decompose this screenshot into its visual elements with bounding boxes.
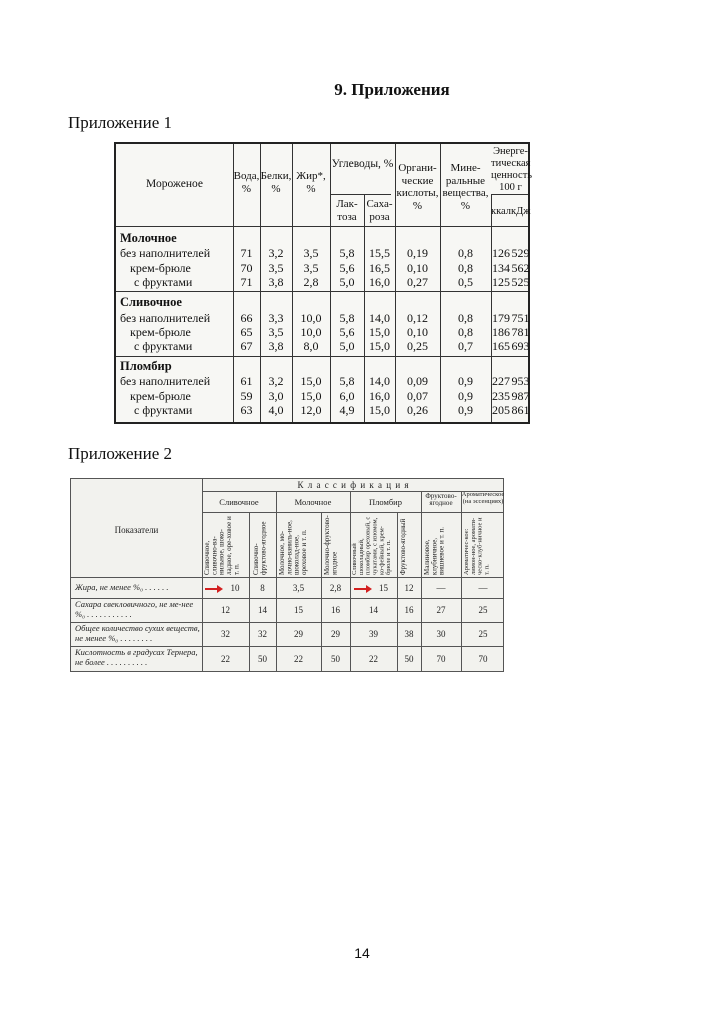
row-name: крем-брюле [130, 261, 191, 275]
table-row [116, 274, 528, 290]
cell: 5,6 [339, 325, 355, 339]
cell: 12 [404, 583, 414, 593]
cell: 12,0 [300, 403, 322, 417]
cell: 0,26 [407, 403, 428, 417]
cell: 0,8 [458, 311, 473, 325]
cell: 63 [240, 403, 253, 417]
cell: 0,07 [407, 389, 428, 403]
col-header-kcal: ккал [491, 206, 512, 217]
cell: 0,8 [458, 246, 473, 260]
cell: 15,5 [369, 246, 390, 260]
sub-header: Фруктово-ягодный [399, 518, 407, 575]
cell: 16 [331, 605, 340, 615]
cell: 10,0 [300, 311, 322, 325]
cell: 861 [511, 403, 530, 417]
cell: — [436, 583, 446, 593]
cell: 0,09 [407, 374, 428, 388]
cell: 6,0 [339, 389, 355, 403]
col-header-lactose: Лак-тоза [336, 198, 358, 223]
cell: 3,8 [268, 339, 284, 353]
row-name: крем-брюле [130, 389, 191, 403]
cell: 2,8 [329, 583, 342, 593]
cell: 14 [369, 605, 378, 615]
cell: 5,8 [339, 374, 355, 388]
cell: 16,0 [369, 275, 390, 289]
col-header-water: Вода, % [233, 170, 260, 195]
cell: 15 [294, 605, 303, 615]
cell: 0,12 [407, 311, 428, 325]
cell: 0,5 [458, 275, 473, 289]
cell: 5,8 [339, 246, 355, 260]
sub-header: Молочно-фруктово-ягодное [323, 515, 339, 575]
cell: 693 [511, 339, 530, 353]
table-row [116, 373, 528, 389]
cell: 70 [240, 261, 253, 275]
cell: 59 [240, 389, 253, 403]
cell: 529 [511, 246, 530, 260]
classification-header: К л а с с и ф и к а ц и я [297, 480, 410, 490]
cell: 71 [240, 246, 253, 260]
cell: 14,0 [369, 311, 390, 325]
group-header: Пломбир [369, 497, 402, 507]
row-name: без наполнителей [120, 374, 211, 388]
cell: 165 [492, 339, 510, 353]
cell: 126 [492, 246, 510, 260]
cell: 0,19 [407, 246, 428, 260]
cell: 0,25 [407, 339, 428, 353]
cell: 562 [511, 261, 530, 275]
group-label: Молочное [120, 231, 177, 245]
cell: 3,8 [268, 275, 284, 289]
cell: 27 [436, 605, 446, 615]
cell: 3,2 [268, 246, 284, 260]
cell: 0,9 [458, 374, 473, 388]
cell: 781 [511, 325, 530, 339]
cell: 3,5 [303, 261, 319, 275]
group-header: Ароматическое (на эссенциях) [461, 491, 505, 505]
col-header-energy: Энерге-тическая ценность 100 г [491, 146, 533, 194]
nutrition-table [114, 142, 533, 424]
cell: 67 [240, 339, 253, 353]
red-arrow-icon [354, 588, 368, 590]
cell: 8,0 [303, 339, 319, 353]
cell: 16 [404, 605, 414, 615]
cell: 525 [511, 275, 530, 289]
cell: 61 [240, 374, 253, 388]
col-header-sucrose: Саха-роза [366, 198, 393, 223]
cell: 134 [492, 261, 510, 275]
cell: 16,5 [369, 261, 390, 275]
col-header-product: Мороженое [146, 178, 203, 190]
red-arrow-icon [205, 588, 219, 590]
cell: 22 [221, 654, 230, 664]
cell: 32 [221, 629, 230, 639]
row-name: без наполнителей [120, 246, 211, 260]
cell: 50 [258, 654, 267, 664]
cell: 12 [221, 605, 230, 615]
row-name: с фруктами [134, 339, 193, 353]
col-header-carbs: Углеводы, % [331, 158, 394, 170]
cell: 0,9 [458, 403, 473, 417]
cell: 227 [492, 374, 510, 388]
cell: 125 [492, 275, 510, 289]
cell: 22 [369, 654, 378, 664]
cell: 16,0 [369, 389, 390, 403]
cell: 3,5 [303, 246, 319, 260]
cell: 29 [331, 629, 340, 639]
cell: 39 [369, 629, 378, 639]
cell: 10,0 [300, 325, 322, 339]
cell: 29 [294, 629, 303, 639]
page-title: 9. Приложения [334, 80, 450, 99]
cell: 15,0 [300, 374, 322, 388]
cell: 25 [478, 629, 488, 639]
cell: 38 [404, 629, 414, 639]
cell: 65 [240, 325, 253, 339]
cell: 3,0 [268, 389, 284, 403]
row-label: Жира, не менее %₀ . . . . . . [75, 582, 169, 592]
cell: 5,0 [339, 275, 355, 289]
cell: 3,5 [268, 261, 284, 275]
cell: 4,0 [268, 403, 284, 417]
cell: 3,3 [268, 311, 284, 325]
table-row [116, 338, 528, 354]
cell: 32 [258, 629, 267, 639]
indicators-header: Показатели [114, 525, 159, 535]
cell: 14 [258, 605, 267, 615]
table-row [116, 245, 528, 261]
classification-table [70, 478, 504, 672]
cell: 15,0 [369, 339, 390, 353]
cell: 2,8 [303, 275, 319, 289]
cell: 5,6 [339, 261, 355, 275]
cell: 15 [379, 583, 388, 593]
cell: 22 [294, 654, 303, 664]
cell: 30 [436, 629, 446, 639]
cell: 0,27 [407, 275, 428, 289]
group-label: Сливочное [120, 295, 182, 309]
cell: 15,0 [300, 389, 322, 403]
sub-header: Малиновое, клубничное, вишневое и т. п. [423, 526, 446, 575]
sub-header: Ароматичес-кое: лимон-ное, аромати-ческо-клуб-ничное и т. п. [463, 517, 491, 575]
cell: 987 [511, 389, 530, 403]
row-name: без наполнителей [120, 311, 211, 325]
cell: 15,0 [369, 325, 390, 339]
cell: 14,0 [369, 374, 390, 388]
cell: 4,9 [339, 403, 355, 417]
cell: 205 [492, 403, 510, 417]
sub-header: Сливочно-фруктово-ягодное [252, 521, 268, 575]
row-name: с фруктами [134, 275, 193, 289]
cell: 0,8 [458, 261, 473, 275]
col-header-kj: кДж [511, 206, 531, 217]
cell: 179 [492, 311, 510, 325]
col-header-fat: Жир*, % [296, 170, 326, 195]
group-label: Пломбир [120, 359, 172, 373]
row-label: Общее количество сухих веществ, не менее %₀ . . . . . . . . [75, 623, 200, 643]
cell: 71 [240, 275, 253, 289]
cell: 70 [436, 654, 446, 664]
cell: 50 [404, 654, 414, 664]
cell: 10 [230, 583, 240, 593]
cell: 0,10 [407, 325, 428, 339]
cell: 953 [511, 374, 530, 388]
cell: — [478, 583, 488, 593]
cell: 5,8 [339, 311, 355, 325]
cell: 8 [260, 583, 265, 593]
cell: 0,10 [407, 261, 428, 275]
sub-header: Сливочный шоколадный, пломбир ореховый, с чукатами, с изюмом, ко-фейный, крем-брюле и т. п. [351, 516, 393, 575]
table-row [116, 402, 528, 418]
row-name: с фруктами [134, 403, 193, 417]
cell: 235 [492, 389, 510, 403]
group-header: Фруктово-ягодное [425, 492, 457, 507]
cell: 3,5 [292, 583, 305, 593]
cell: 3,5 [268, 325, 284, 339]
sub-header: Сливочное, сливочно-ва-нильное, шоко-ладное, оре-ховое и т. п. [203, 516, 241, 575]
row-name: крем-брюле [130, 325, 191, 339]
cell: 0,7 [458, 339, 473, 353]
group-header: Сливочное [219, 497, 259, 507]
cell: 25 [478, 605, 488, 615]
row-label: Кислотность в градусах Тернера, не более . . . . . . . . . . [75, 647, 198, 667]
col-header-acids: Органи-ческие кислоты, % [396, 162, 439, 212]
group-header: Молочное [294, 497, 332, 507]
row-label: Сахара свекловичного, не ме-нее %₀ . . . . . . . . . . . [75, 599, 194, 619]
cell: 70 [478, 654, 488, 664]
cell: 186 [492, 325, 510, 339]
cell: 50 [331, 654, 340, 664]
appendix-1-label: Приложение 1 [68, 113, 172, 132]
cell: 0,9 [458, 389, 473, 403]
cell: 15,0 [369, 403, 390, 417]
cell: 66 [240, 311, 253, 325]
cell: 751 [511, 311, 530, 325]
appendix-2-label: Приложение 2 [68, 444, 172, 463]
sub-header: Молочное, мо-лочно-ваниль-ное, шоколад-ное, ореховое и т. п. [278, 520, 309, 575]
cell: 0,8 [458, 325, 473, 339]
cell: 3,2 [268, 374, 284, 388]
col-header-minerals: Мине-ральные вещества, % [442, 162, 489, 212]
page-number: 14 [354, 945, 370, 961]
cell: 5,0 [339, 339, 355, 353]
col-header-protein: Белки, % [260, 170, 292, 195]
